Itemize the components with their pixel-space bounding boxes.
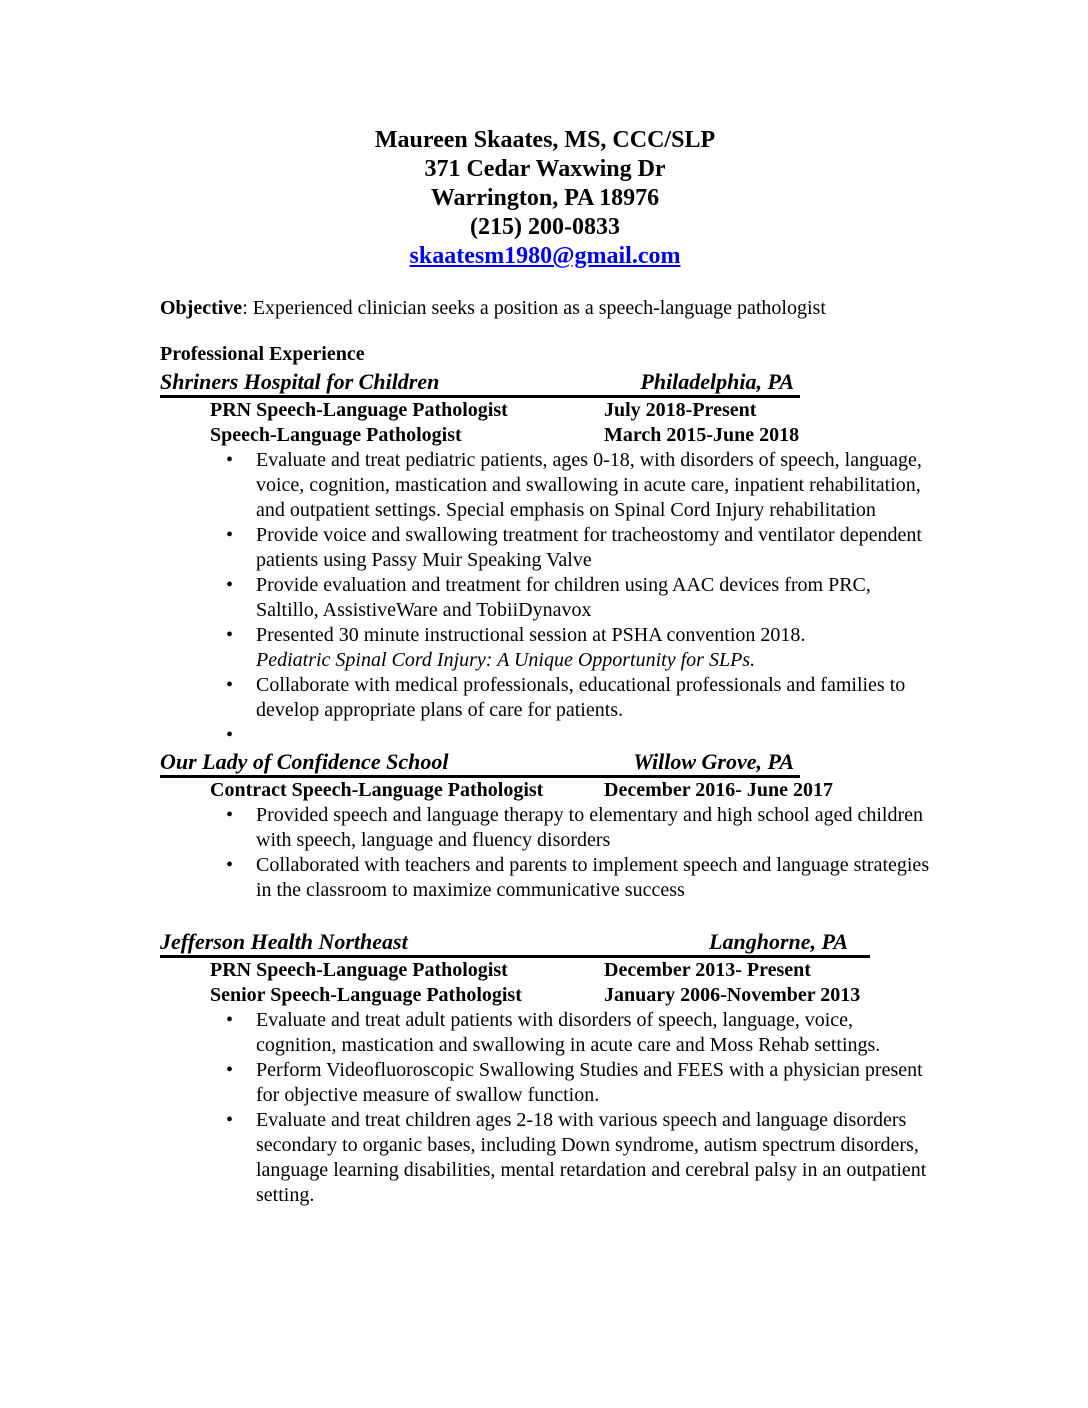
bullet-item	[256, 803, 930, 853]
job-dates: January 2006-November 2013	[604, 984, 861, 1006]
bullet-item	[256, 623, 930, 673]
job-row	[160, 423, 930, 448]
job-row	[160, 778, 930, 803]
bullet-item	[256, 573, 930, 623]
employer-name: Our Lady of Confidence School	[160, 749, 449, 774]
job-row	[160, 398, 930, 423]
bullet-text: Provide evaluation and treatment for children using AAC devices from PRC, Saltillo, AssistiveWare and TobiiDynavox	[256, 574, 871, 621]
job-title: PRN Speech-Language Pathologist	[210, 399, 508, 421]
bullet-item	[256, 448, 930, 523]
bullet-list	[160, 803, 930, 903]
employer-heading	[160, 929, 870, 958]
job-dates: December 2016- June 2017	[604, 779, 834, 801]
job-dates: March 2015-June 2018	[604, 424, 800, 446]
contact-header	[160, 126, 930, 271]
bullet-text: Collaborate with medical professionals, educational professionals and families to develop appropriate plans of care for patients.	[256, 674, 906, 721]
employer-location: Philadelphia, PA	[640, 369, 794, 394]
employer-section-shriners	[160, 369, 930, 748]
job-dates: December 2013- Present	[604, 959, 811, 981]
bullet-item	[256, 523, 930, 573]
phone-number: (215) 200-0833	[470, 214, 620, 240]
job-title: PRN Speech-Language Pathologist	[210, 959, 508, 981]
employer-location: Langhorne, PA	[709, 929, 848, 954]
person-name: Maureen Skaates, MS, CCC/SLP	[374, 127, 716, 153]
job-row	[160, 958, 930, 983]
objective-label: Objective	[160, 297, 243, 319]
bullet-text: Provide voice and swallowing treatment for tracheostomy and ventilator dependent patients using Passy Muir Speaking Valve	[256, 524, 922, 571]
address-line-1: 371 Cedar Waxwing Dr	[424, 156, 666, 182]
employer-location: Willow Grove, PA	[633, 749, 794, 774]
bullet-item	[256, 853, 930, 903]
objective-line	[160, 296, 930, 321]
bullet-list	[160, 448, 930, 748]
bullet-text: Presented 30 minute instructional session at PSHA convention 2018.	[256, 624, 806, 646]
employer-name: Shriners Hospital for Children	[160, 369, 440, 394]
bullet-text: Perform Videofluoroscopic Swallowing Studies and FEES with a physician present for objective measure of swallow function.	[256, 1059, 923, 1106]
bullet-item	[256, 1008, 930, 1058]
address-line-2: Warrington, PA 18976	[430, 185, 660, 211]
employer-heading	[160, 749, 800, 778]
bullet-text: Evaluate and treat adult patients with disorders of speech, language, voice, cognition, mastication and swallowing in acute care and Moss Rehab settings.	[256, 1009, 881, 1056]
bullet-text: Evaluate and treat pediatric patients, ages 0-18, with disorders of speech, language, voice, cognition, mastication and swallowing in acute care, inpatient rehabilitation, and outpatient settings. Special emphasis on Spinal Cord Injury rehabilitation	[256, 449, 922, 521]
employer-section-jefferson	[160, 929, 930, 1208]
bullet-italic-text: Pediatric Spinal Cord Injury: A Unique Opportunity for SLPs.	[256, 649, 756, 671]
bullet-item	[256, 673, 930, 723]
job-row	[160, 983, 930, 1008]
bullet-item	[256, 1108, 930, 1208]
employer-name: Jefferson Health Northeast	[160, 929, 408, 954]
employer-section-our-lady	[160, 749, 930, 903]
email-link[interactable]: skaatesm1980@gmail.com	[409, 243, 681, 269]
bullet-list	[160, 1008, 930, 1208]
bullet-text: Collaborated with teachers and parents to implement speech and language strategies in the classroom to maximize communicative success	[256, 854, 930, 901]
job-title: Senior Speech-Language Pathologist	[210, 984, 522, 1006]
bullet-text: Provided speech and language therapy to elementary and high school aged children with speech, language and fluency disorders	[256, 804, 923, 851]
job-title: Speech-Language Pathologist	[210, 424, 462, 446]
bullet-item-empty	[256, 723, 930, 748]
email-row	[160, 242, 930, 271]
objective-text: : Experienced clinician seeks a position as a speech-language pathologist	[242, 297, 826, 319]
bullet-text: Evaluate and treat children ages 2-18 with various speech and language disorders secondary to organic bases, including Down syndrome, autism spectrum disorders, language learning disabilities, mental retardation and cerebral palsy in an outpatient setting.	[256, 1109, 927, 1206]
bullet-item	[256, 1058, 930, 1108]
job-title: Contract Speech-Language Pathologist	[210, 779, 544, 801]
professional-experience-heading: Professional Experience	[160, 343, 365, 365]
job-dates: July 2018-Present	[604, 399, 757, 421]
employer-heading	[160, 369, 800, 398]
